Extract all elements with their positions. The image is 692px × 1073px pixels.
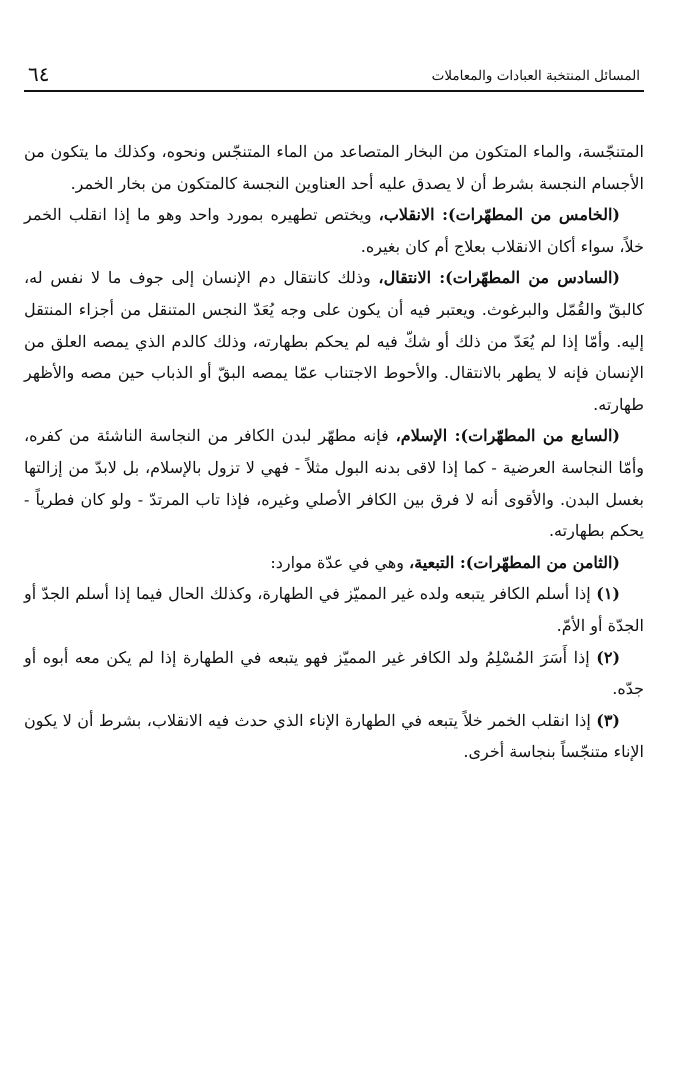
section-heading-fifth: (الخامس من المطهّرات): الانقلاب، xyxy=(378,205,620,225)
paragraph-text: وذلك كانتقال دم الإنسان إلى جوف ما لا نفس له، كالبقّ والقُمّل والبرغوث. ويعتبر فيه أن يكون على وجه يُعَدّ النجس المتنقل من أجزاء المنتقل إليه. وأمّا إذا لم يُعَدّ من ذلك أو شكّ فيه لم يحكم بطهارته، وذلك كالدم الذي يمصه العلق من الإنسان فإنه لا يطهر بالانتقال. والأحوط الاجتناب عمّا يمصه البقّ أو الذباب حين مصه والأظهر طهارته. xyxy=(24,268,644,414)
section-heading-eighth: (الثامن من المطهّرات): التبعية، xyxy=(409,552,620,572)
list-item-text: إذا أسلم الكافر يتبعه ولده غير المميّز في الطهارة، وكذلك الحال فيما إذا أسلم الجدّ أو الجدّة أو الأمّ. xyxy=(24,584,644,635)
running-header xyxy=(24,54,644,92)
paragraph-text: وهي في عدّة موارد: xyxy=(270,552,410,572)
list-item-number: (٣) xyxy=(596,710,620,730)
list-item-2 xyxy=(24,642,644,705)
section-heading-seventh: (السابع من المطهّرات): الإسلام، xyxy=(395,426,620,446)
list-item-text: إذا انقلب الخمر خلاً يتبعه في الطهارة الإناء الذي حدث فيه الانقلاب، بشرط أن لا يكون الإناء متنجّساً بنجاسة أخرى. xyxy=(24,710,644,762)
list-item-1 xyxy=(24,578,644,641)
page-number: ٦٤ xyxy=(28,62,50,86)
list-item-number: (١) xyxy=(596,584,620,604)
paragraph-sixth-purifier xyxy=(24,262,644,420)
section-heading-sixth: (السادس من المطهّرات): الانتقال، xyxy=(378,268,620,288)
paragraph-eighth-purifier xyxy=(24,547,644,579)
book-title: المسائل المنتخبة العبادات والمعاملات xyxy=(431,68,640,84)
list-item-3 xyxy=(24,705,644,768)
paragraph-fifth-purifier xyxy=(24,199,644,262)
paragraph-seventh-purifier xyxy=(24,420,644,546)
paragraph-continuation: المتنجّسة، والماء المتكون من البخار المتصاعد من الماء المتنجّس ونحوه، وكذلك ما يتكون من الأجسام النجسة بشرط أن لا يصدق عليه أحد العناوين النجسة كالمتكون من بخار الخمر. xyxy=(24,142,644,193)
list-item-text: إذا أَسَرَ المُسْلِمُ ولد الكافر غير المميّز فهو يتبعه في الطهارة إذا لم يكن معه أبوه أو جدّه. xyxy=(24,647,644,699)
list-item-number: (٢) xyxy=(596,647,621,667)
page-body xyxy=(24,136,644,768)
paragraph-text: فإنه مطهّر لبدن الكافر من النجاسة الناشئة من كفره، وأمّا النجاسة العرضية - كما إذا لاقى بدنه البول مثلاً - فهي لا تزول بالإسلام، بل لابدّ من إزالتها بغسل البدن. والأقوى أنه لا فرق بين الكافر الأصلي وغيره، فإذا تاب المرتدّ - ولو كان فطرياً - يحكم بطهارته. xyxy=(24,426,644,541)
book-page xyxy=(24,54,644,768)
paragraph-text: ويختص تطهيره بمورد واحد وهو ما إذا انقلب الخمر خلاً، سواء أكان الانقلاب بعلاج أم كان بغيره. xyxy=(24,205,644,256)
